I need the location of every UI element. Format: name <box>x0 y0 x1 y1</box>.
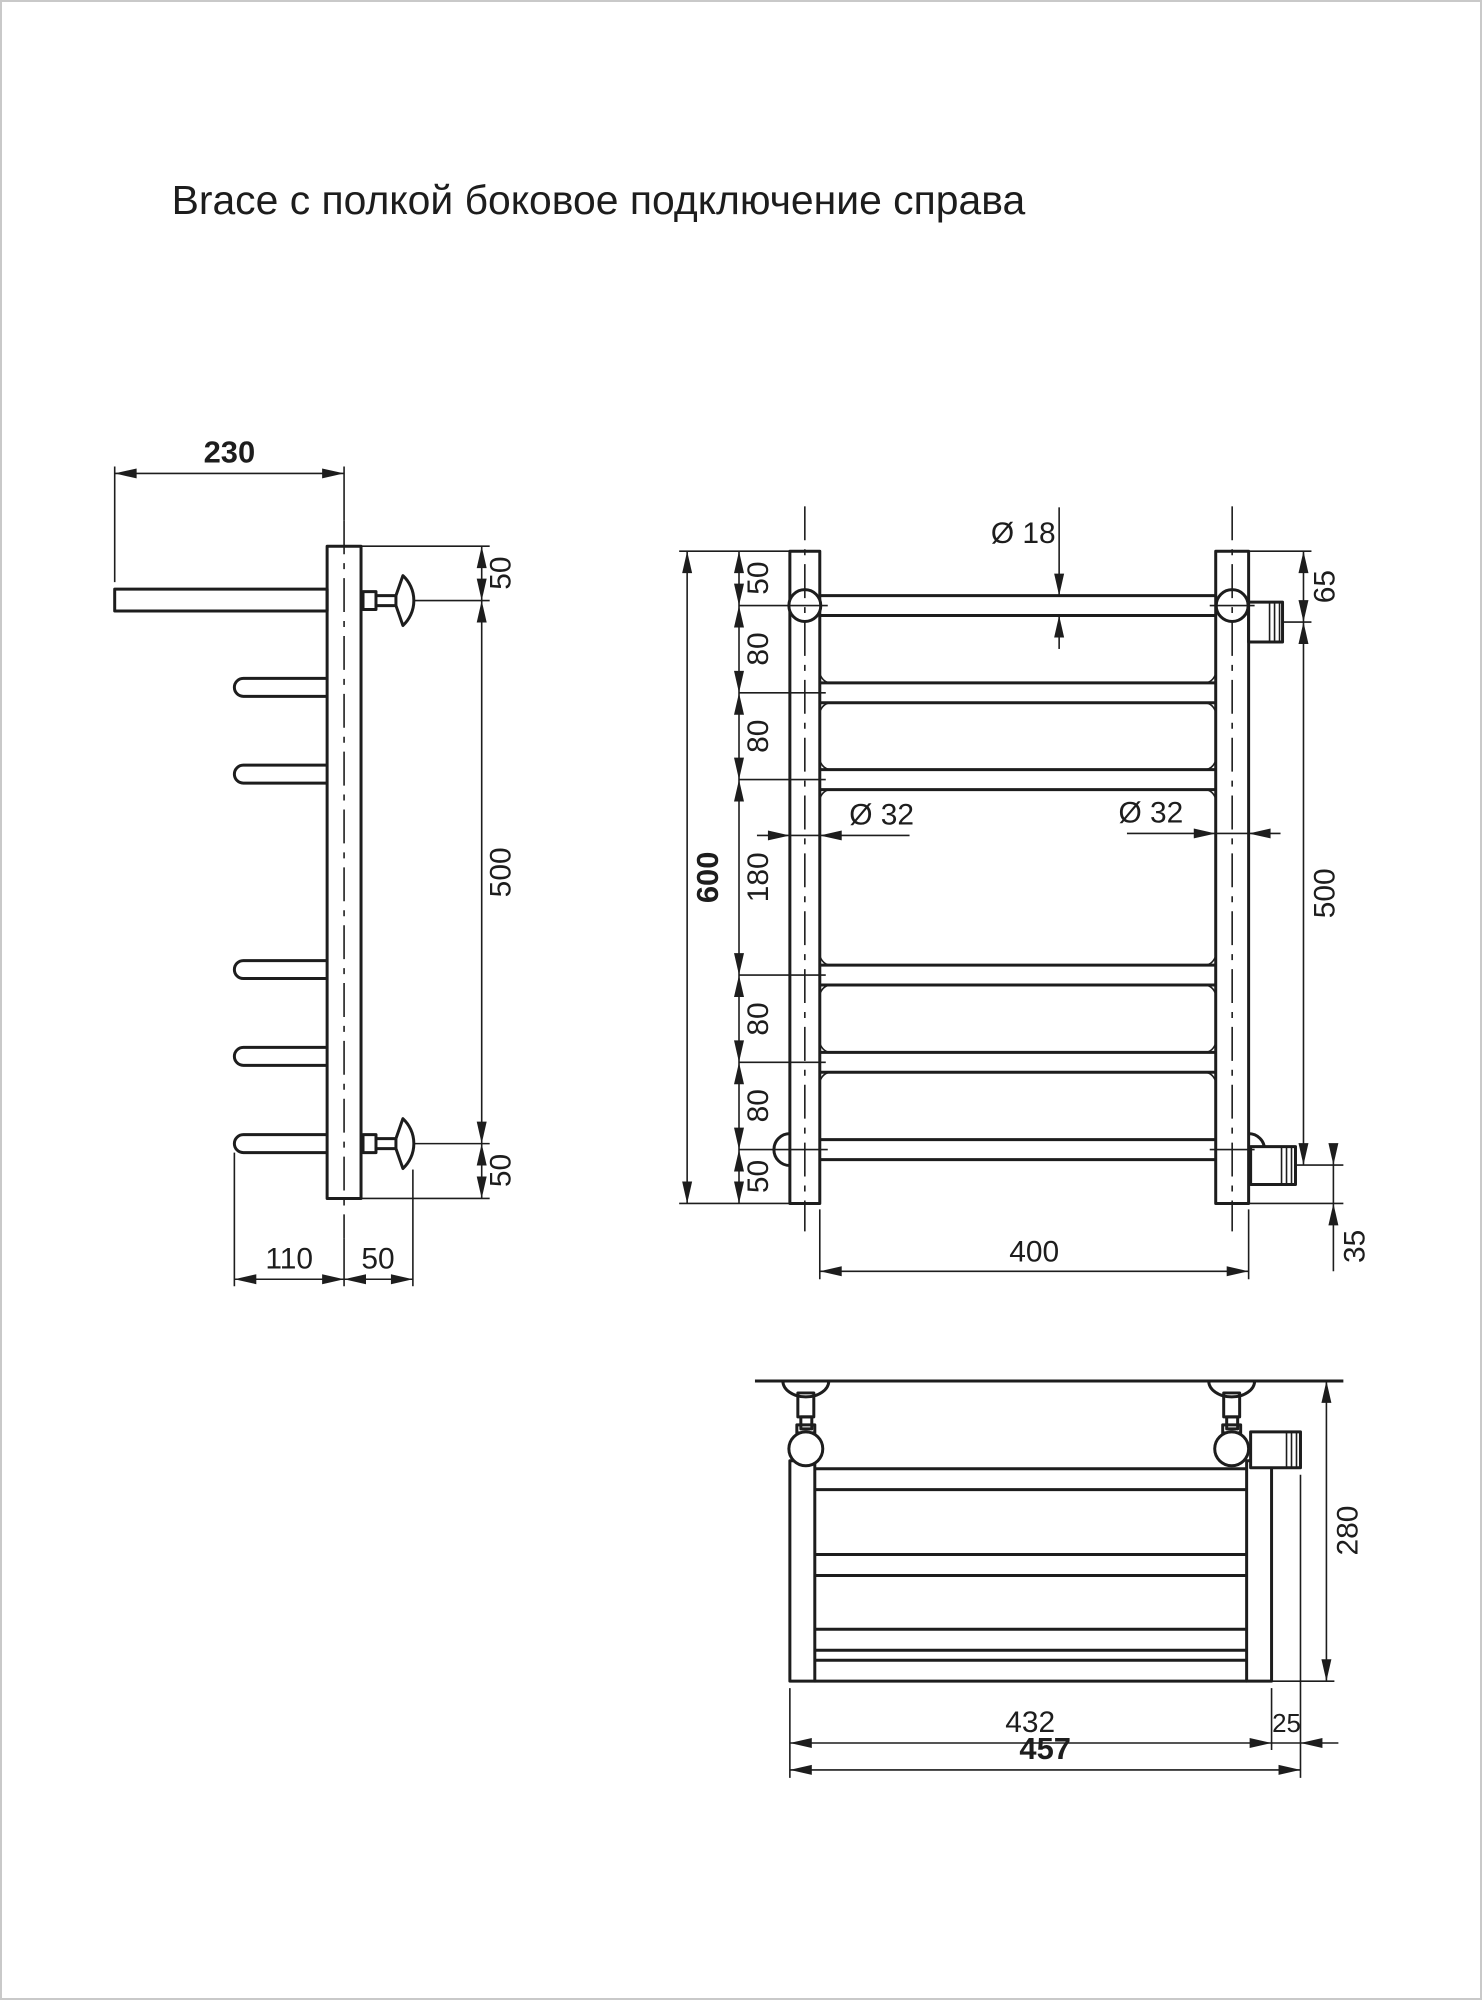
shelf-bar <box>815 1660 1247 1681</box>
wall-mount-right <box>1209 1381 1255 1433</box>
top-view <box>755 1381 1364 1778</box>
arrowhead <box>234 1274 256 1284</box>
arrowhead <box>734 606 744 628</box>
side-view <box>115 434 518 1286</box>
side-rung <box>234 765 327 783</box>
dim-label-dia32: Ø 32 <box>849 798 915 832</box>
arrowhead <box>344 1274 366 1284</box>
arrowhead <box>790 1765 812 1775</box>
side-shelf <box>115 589 327 611</box>
shelf-side-rail-left <box>790 1461 815 1681</box>
rung <box>820 683 1216 703</box>
dimension-post-diameter-left <box>757 798 914 840</box>
mount-nut <box>801 1417 812 1429</box>
arrowhead <box>1328 1143 1338 1165</box>
post-section-right <box>1215 1432 1249 1466</box>
wall-mount-left <box>783 1381 829 1433</box>
dim-label-50: 50 <box>361 1242 395 1276</box>
dim-label-280: 280 <box>1331 1505 1365 1556</box>
dimension-rung-diameter <box>991 507 1064 649</box>
dim-label-25: 25 <box>1272 1710 1301 1739</box>
arrowhead <box>734 1128 744 1150</box>
bracket-flange <box>396 1119 414 1169</box>
wall-bracket-top <box>363 576 414 626</box>
arrowhead <box>322 468 344 478</box>
chain-label: 180 <box>741 852 775 903</box>
arrowhead <box>1249 828 1271 838</box>
bracket-screw-head <box>363 1135 376 1153</box>
arrowhead <box>682 551 692 573</box>
arrowhead <box>734 953 744 975</box>
dim-label-500: 500 <box>1308 868 1342 919</box>
arrowhead <box>734 1062 744 1084</box>
dim-label-400: 400 <box>1009 1235 1060 1269</box>
extension-line <box>361 546 490 600</box>
dimension-post-diameter-right <box>1118 796 1280 838</box>
arrowhead <box>790 1738 812 1748</box>
side-rung <box>234 1135 327 1153</box>
arrowhead <box>1250 1738 1272 1748</box>
dimension-connection-span <box>1295 622 1343 1165</box>
dim-label-230: 230 <box>203 434 256 470</box>
arrowhead <box>322 1274 344 1284</box>
arrowhead <box>477 601 487 623</box>
wall-bracket-bottom <box>363 1119 414 1169</box>
extension-line <box>115 466 344 582</box>
arrowhead <box>1279 1765 1301 1775</box>
mount-dome <box>783 1381 829 1397</box>
dimension-shelf-depth <box>115 434 344 582</box>
side-rung <box>234 961 327 979</box>
arrowhead <box>1194 828 1216 838</box>
arrowhead <box>391 1274 413 1284</box>
arrowhead <box>734 975 744 997</box>
dimension-bottom-offset <box>361 1144 518 1199</box>
rung-top <box>821 596 1216 616</box>
rung <box>820 965 1216 985</box>
dim-label-457: 457 <box>1019 1730 1071 1766</box>
dim-label-432: 432 <box>1005 1706 1056 1740</box>
inlet-fitting-bottom <box>1251 1147 1296 1185</box>
dim-label-50: 50 <box>484 556 518 590</box>
fitting-body <box>1251 1147 1296 1185</box>
bracket-stem <box>376 596 396 606</box>
arrowhead <box>1321 1381 1331 1403</box>
arrowhead <box>734 693 744 715</box>
dim-label-65: 65 <box>1308 569 1342 604</box>
dim-label-600: 600 <box>690 851 726 904</box>
dim-label-500: 500 <box>484 847 518 898</box>
chain-label: 80 <box>741 1089 775 1123</box>
mount-nut <box>1227 1417 1238 1429</box>
arrowhead <box>1300 1738 1322 1748</box>
chain-label: 80 <box>741 719 775 753</box>
dimension-top-offset <box>361 546 518 600</box>
rung-fillet <box>820 761 1216 799</box>
dimension-valve-width <box>1272 1475 1339 1778</box>
drawing-title: Brace с полкой боковое подключение справа <box>171 177 1026 224</box>
arrowhead <box>1298 622 1308 644</box>
arrowhead <box>734 758 744 780</box>
chain-label: 50 <box>741 561 775 595</box>
technical-drawing <box>2 2 1480 1998</box>
front-view <box>679 506 1371 1279</box>
mount-dome <box>1209 1381 1255 1397</box>
rung-fillet <box>820 1043 1216 1081</box>
rung-fillet <box>820 956 1216 994</box>
shelf-bar <box>815 1469 1247 1490</box>
dim-label-dia32: Ø 32 <box>1118 796 1184 830</box>
dimension-mount-span <box>415 601 518 1144</box>
dim-label-110: 110 <box>265 1242 314 1276</box>
arrowhead <box>820 830 842 840</box>
arrowhead <box>1298 600 1308 622</box>
dim-label-50: 50 <box>484 1153 518 1188</box>
arrowhead <box>734 1040 744 1062</box>
post-section-left <box>789 1432 823 1466</box>
dim-label-35: 35 <box>1338 1229 1372 1263</box>
rung <box>820 770 1216 790</box>
valve-fitting <box>1251 1432 1301 1468</box>
center-tick <box>739 606 1255 1150</box>
arrowhead <box>1054 574 1064 596</box>
inlet-fitting-top <box>1249 602 1283 642</box>
chain-label: 80 <box>741 1002 775 1036</box>
dimension-wall-offset <box>344 1170 413 1287</box>
dimension-depth <box>1272 1381 1365 1681</box>
rung-bottom <box>820 1140 1216 1160</box>
chain-label: 80 <box>741 632 775 666</box>
fitting-body <box>1249 602 1283 642</box>
arrowhead <box>1227 1266 1249 1276</box>
arrowhead <box>768 830 790 840</box>
arrowhead <box>734 671 744 693</box>
side-rung <box>234 678 327 696</box>
side-rung <box>234 1047 327 1065</box>
arrowhead <box>682 1182 692 1204</box>
shelf-bar <box>815 1629 1247 1650</box>
arrowhead <box>1328 1203 1338 1225</box>
shelf-side-rail-right <box>1247 1461 1272 1681</box>
bracket-screw-head <box>363 592 376 610</box>
arrowhead <box>115 468 137 478</box>
bracket-stem <box>376 1139 396 1149</box>
arrowhead <box>1298 1143 1308 1165</box>
arrowhead <box>820 1266 842 1276</box>
arrowhead <box>1321 1659 1331 1681</box>
bracket-flange <box>396 576 414 626</box>
shelf-bar <box>815 1554 1247 1575</box>
arrowhead <box>1054 616 1064 638</box>
arrowhead <box>734 780 744 802</box>
dimension-post-spacing <box>820 1209 1249 1279</box>
rung <box>820 1052 1216 1072</box>
arrowhead <box>477 1122 487 1144</box>
dimension-overall-width <box>790 1731 1301 1775</box>
dimension-rung-spacing-chain <box>734 551 775 1203</box>
rung-fillet <box>820 674 1216 712</box>
arrowhead <box>1298 551 1308 573</box>
dim-label-dia18: Ø 18 <box>990 517 1056 551</box>
chain-label: 50 <box>741 1159 775 1194</box>
fitting-body <box>1251 1432 1301 1468</box>
